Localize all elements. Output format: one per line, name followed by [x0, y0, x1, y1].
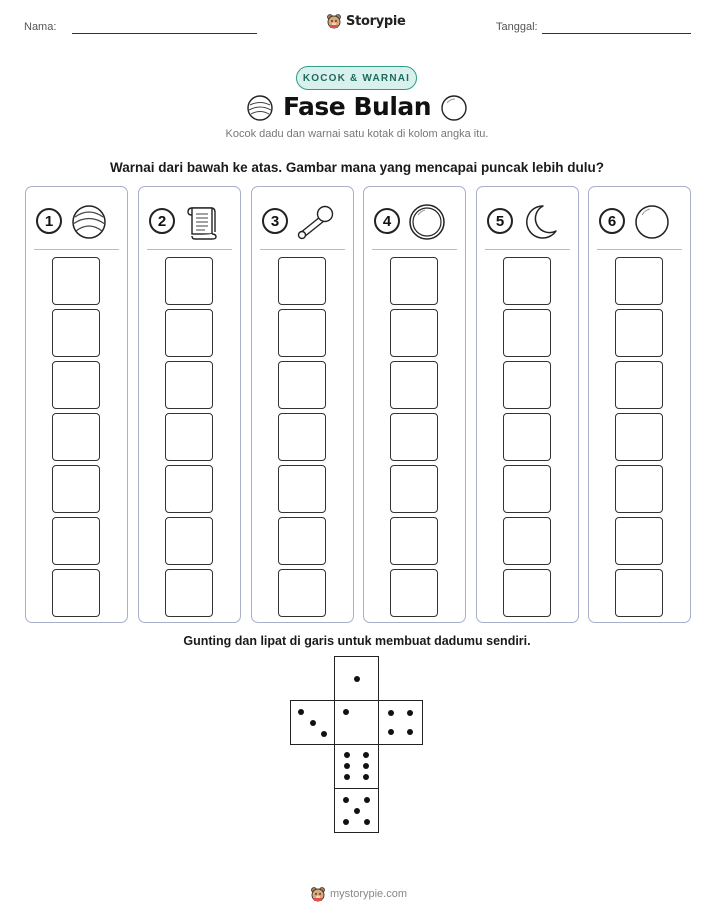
- color-cell[interactable]: [615, 413, 663, 461]
- color-cell[interactable]: [165, 517, 213, 565]
- column-divider: [597, 249, 682, 250]
- color-cell[interactable]: [278, 413, 326, 461]
- color-cell[interactable]: [390, 569, 438, 617]
- bear-icon: [310, 886, 326, 902]
- color-cell[interactable]: [503, 413, 551, 461]
- color-cell[interactable]: [52, 309, 100, 357]
- color-cell[interactable]: [503, 517, 551, 565]
- color-cell[interactable]: [390, 517, 438, 565]
- color-cell[interactable]: [52, 361, 100, 409]
- column-number: 1: [36, 208, 62, 234]
- color-cell[interactable]: [52, 257, 100, 305]
- name-line[interactable]: [72, 33, 257, 34]
- color-cell[interactable]: [503, 569, 551, 617]
- color-cell[interactable]: [278, 465, 326, 513]
- color-cell[interactable]: [52, 465, 100, 513]
- color-cell[interactable]: [165, 361, 213, 409]
- scroll-icon: [183, 203, 221, 241]
- page-title: Fase Bulan: [282, 92, 432, 121]
- footer-url: mystorypie.com: [330, 888, 408, 900]
- bear-icon: [326, 13, 342, 29]
- subtitle: Kocok dadu dan warnai satu kotak di kolom angka itu.: [225, 128, 489, 140]
- color-cell[interactable]: [615, 309, 663, 357]
- brand-logo: [326, 13, 406, 29]
- column-5: [476, 186, 579, 623]
- dice-instruction: Gunting dan lipat di garis untuk membuat dadumu sendiri.: [183, 634, 531, 648]
- column-number: 5: [487, 208, 513, 234]
- color-cell[interactable]: [390, 465, 438, 513]
- color-cell[interactable]: [503, 361, 551, 409]
- die-face-bottom[interactable]: [334, 788, 379, 833]
- activity-badge: KOCOK & WARNAI: [296, 66, 417, 90]
- color-cell[interactable]: [165, 569, 213, 617]
- date-line[interactable]: [542, 33, 691, 34]
- telescope-icon: [296, 203, 336, 241]
- color-cell[interactable]: [390, 257, 438, 305]
- color-cell[interactable]: [278, 309, 326, 357]
- brand-name: Storypie: [346, 13, 406, 29]
- color-cell[interactable]: [503, 257, 551, 305]
- color-cell[interactable]: [165, 257, 213, 305]
- color-cell[interactable]: [52, 413, 100, 461]
- moon-circle-icon-right: [440, 94, 468, 122]
- full-moon-icon: [408, 203, 446, 241]
- column-divider: [147, 249, 232, 250]
- date-label: Tanggal:: [496, 21, 538, 33]
- color-cell[interactable]: [52, 517, 100, 565]
- striped-ball-icon: [70, 203, 108, 241]
- column-6: [588, 186, 691, 623]
- column-1: [25, 186, 128, 623]
- name-label: Nama:: [24, 21, 57, 33]
- instruction-text: Warnai dari bawah ke atas. Gambar mana yang mencapai puncak lebih dulu?: [110, 160, 604, 175]
- color-cell[interactable]: [390, 413, 438, 461]
- column-3: [251, 186, 354, 623]
- color-cell[interactable]: [615, 517, 663, 565]
- column-divider: [260, 249, 345, 250]
- column-divider: [372, 249, 457, 250]
- color-cell[interactable]: [390, 361, 438, 409]
- die-face-right[interactable]: [378, 700, 423, 745]
- die-face-left[interactable]: [290, 700, 335, 745]
- crescent-moon-icon: [521, 203, 559, 241]
- die-face-center[interactable]: [334, 700, 379, 745]
- color-cell[interactable]: [615, 257, 663, 305]
- color-cell[interactable]: [165, 413, 213, 461]
- column-4: [363, 186, 466, 623]
- color-cell[interactable]: [615, 569, 663, 617]
- color-cell[interactable]: [503, 309, 551, 357]
- color-cell[interactable]: [390, 309, 438, 357]
- color-cell[interactable]: [503, 465, 551, 513]
- color-cell[interactable]: [165, 309, 213, 357]
- color-cell[interactable]: [278, 569, 326, 617]
- column-divider: [34, 249, 119, 250]
- die-face-middle[interactable]: [334, 744, 379, 789]
- color-cell[interactable]: [278, 361, 326, 409]
- column-number: 6: [599, 208, 625, 234]
- die-face-top[interactable]: [334, 656, 379, 701]
- color-cell[interactable]: [278, 517, 326, 565]
- color-cell[interactable]: [615, 465, 663, 513]
- footer: [310, 886, 407, 902]
- color-cell[interactable]: [52, 569, 100, 617]
- column-number: 3: [262, 208, 288, 234]
- column-2: [138, 186, 241, 623]
- color-cell[interactable]: [165, 465, 213, 513]
- new-moon-icon: [633, 203, 671, 241]
- column-number: 2: [149, 208, 175, 234]
- color-cell[interactable]: [615, 361, 663, 409]
- column-number: 4: [374, 208, 400, 234]
- column-divider: [485, 249, 570, 250]
- color-cell[interactable]: [278, 257, 326, 305]
